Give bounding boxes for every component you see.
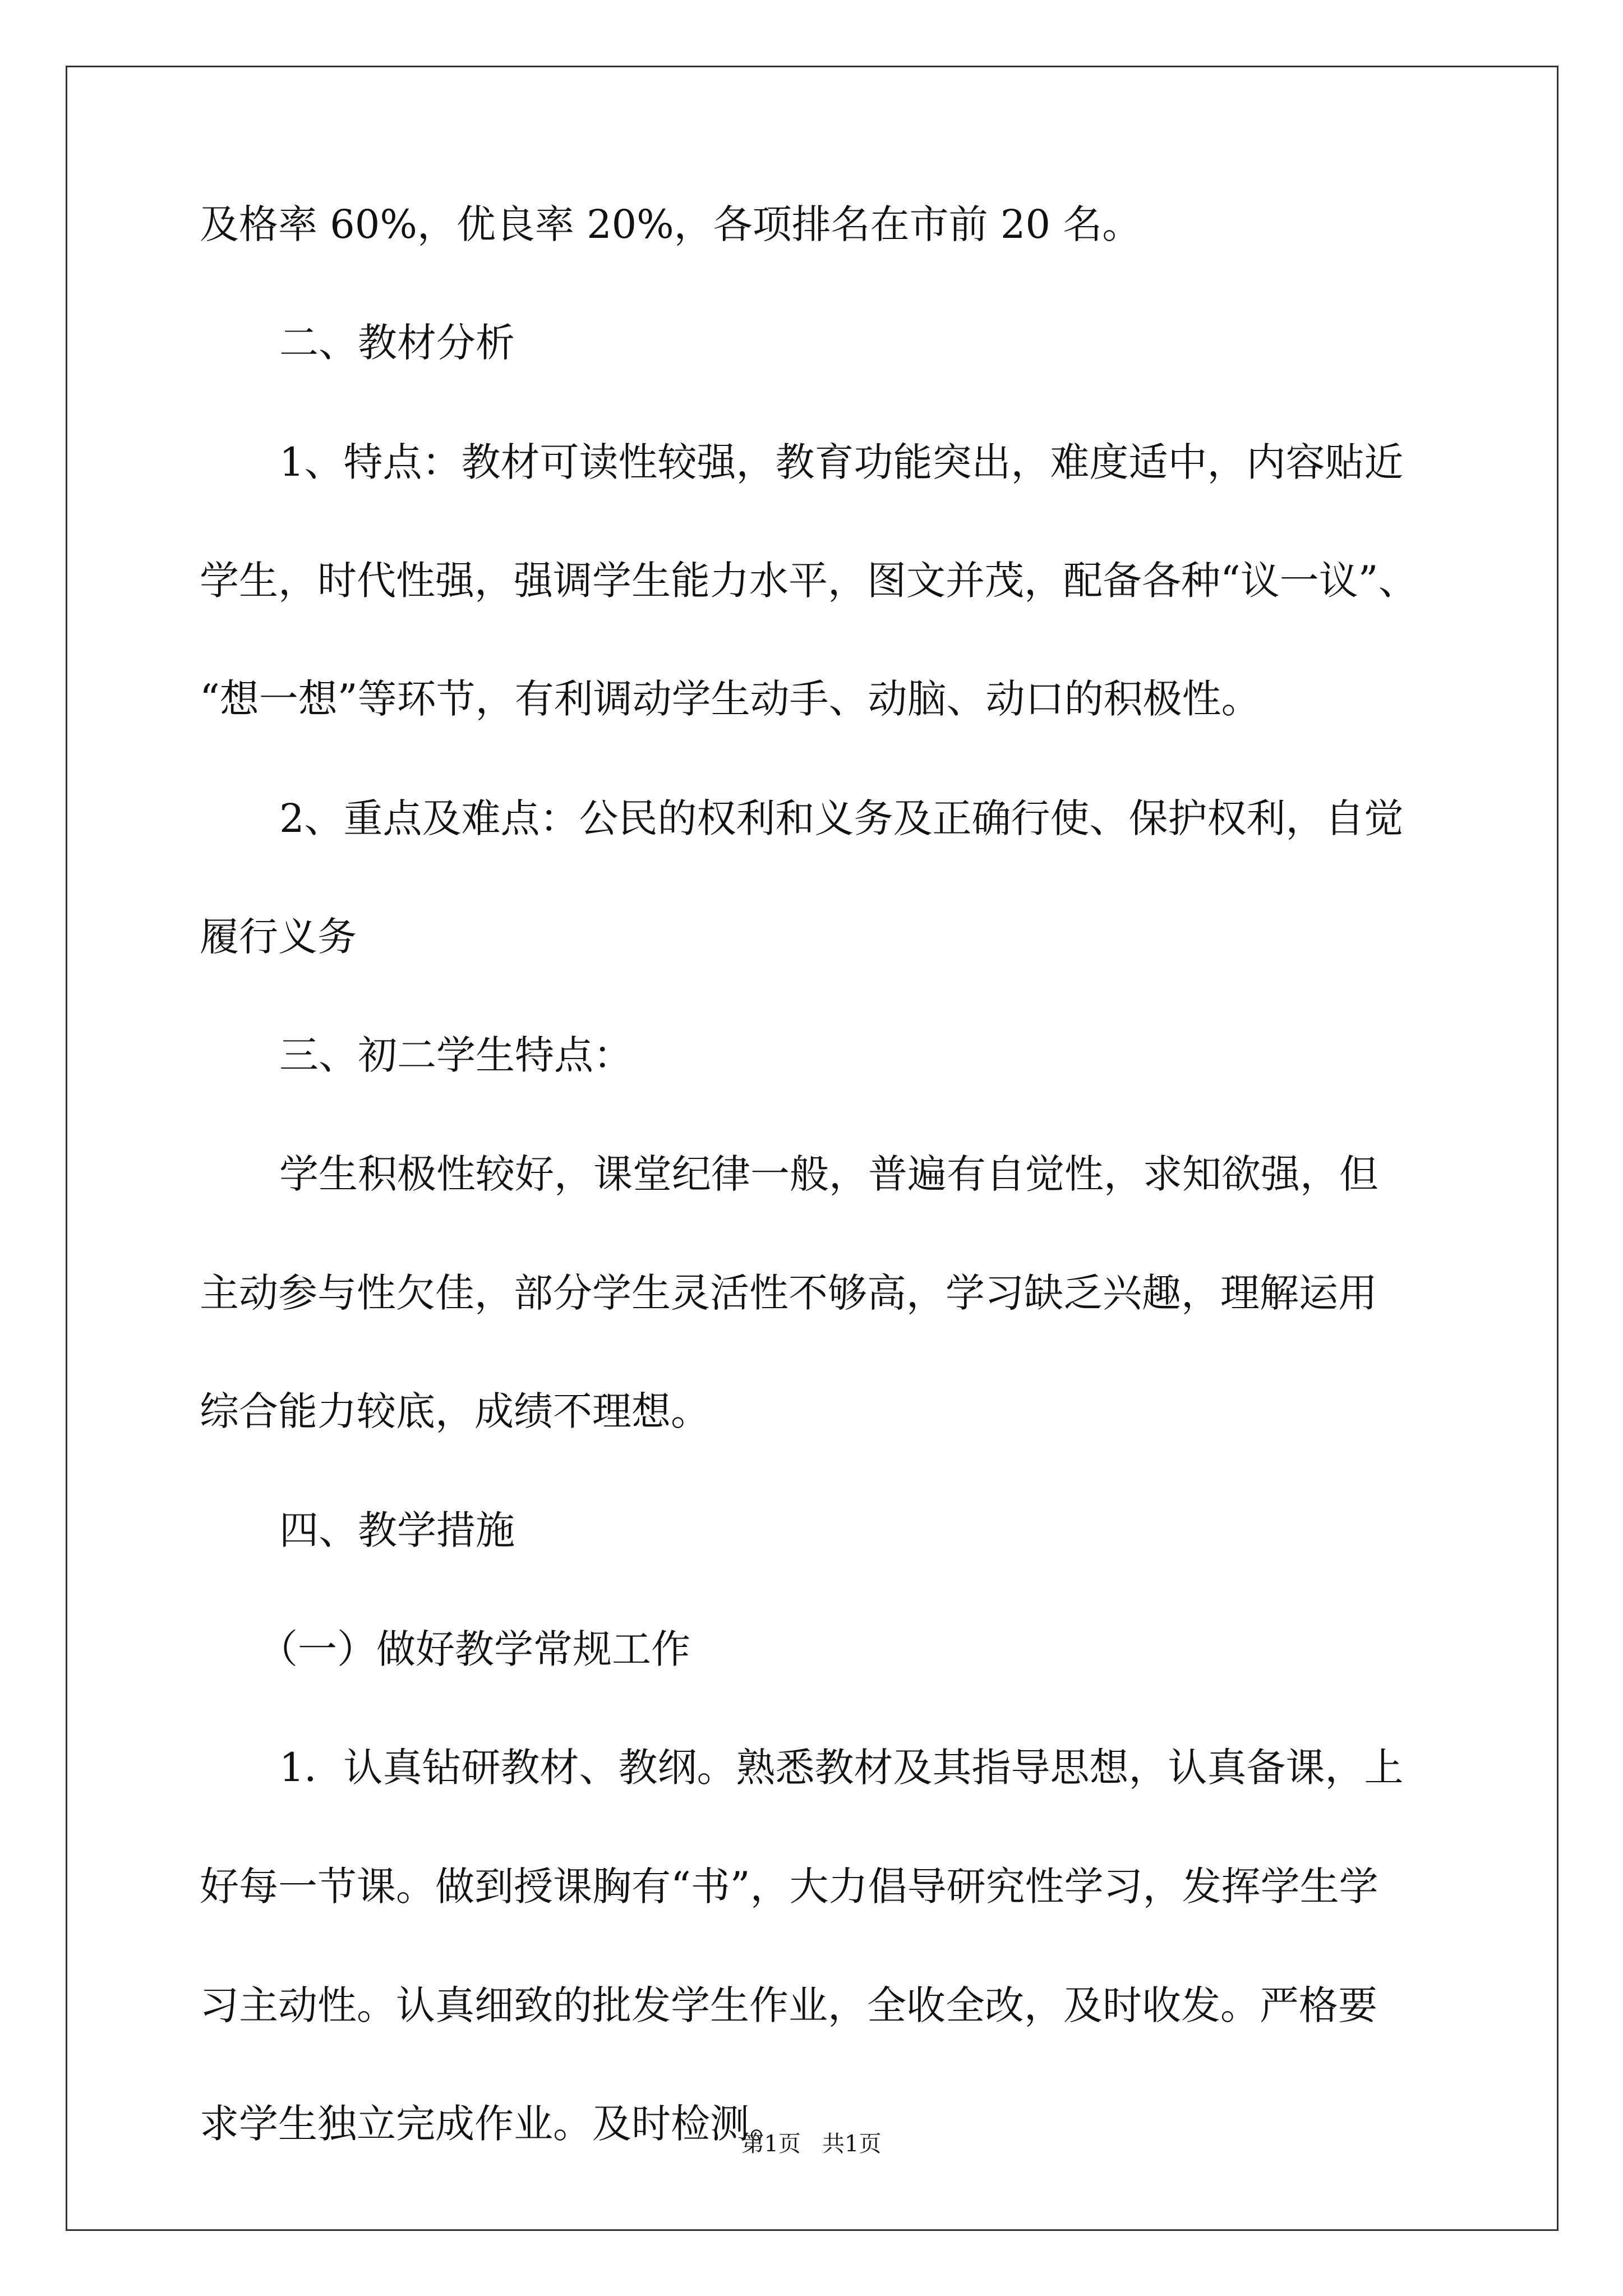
paragraph-line: 学生，时代性强，强调学生能力水平，图文并茂，配备各种“议一议”、 <box>200 558 1418 604</box>
paragraph-line: 履行义务 <box>200 914 357 960</box>
paragraph-line: 1、特点：教材可读性较强，教育功能突出，难度适中，内容贴近 <box>279 439 1404 485</box>
paragraph-line: 学生积极性较好，课堂纪律一般，普遍有自觉性，求知欲强，但 <box>279 1151 1378 1197</box>
paragraph-line: 及格率 60%，优良率 20%，各项排名在市前 20 名。 <box>200 201 1142 247</box>
paragraph-line: 求学生独立完成作业。及时检测。 <box>200 2101 789 2147</box>
subsection-heading: （一）做好教学常规工作 <box>259 1626 690 1672</box>
section-heading: 四、教学措施 <box>279 1507 515 1553</box>
paragraph-line: 主动参与性欠佳，部分学生灵活性不够高，学习缺乏兴趣，理解运用 <box>200 1270 1377 1316</box>
paragraph-line: 好每一节课。做到授课胸有“书”，大力倡导研究性学习，发挥学生学 <box>200 1864 1378 1910</box>
paragraph-line: 习主动性。认真细致的批发学生作业，全收全改，及时收发。严格要 <box>200 1982 1377 2028</box>
paragraph-line: “想一想”等环节，有利调动学生动手、动脑、动口的积极性。 <box>200 676 1261 722</box>
section-heading: 二、教材分析 <box>279 320 515 366</box>
page-number-footer: 第1页 共1页 <box>741 2131 882 2157</box>
section-heading: 三、初二学生特点： <box>279 1032 633 1078</box>
paragraph-line: 1．认真钻研教材、教纲。熟悉教材及其指导思想，认真备课，上 <box>279 1745 1404 1791</box>
paragraph-line: 综合能力较底，成绩不理想。 <box>200 1388 710 1434</box>
paragraph-line: 2、重点及难点：公民的权利和义务及正确行使、保护权利，自觉 <box>279 795 1404 841</box>
